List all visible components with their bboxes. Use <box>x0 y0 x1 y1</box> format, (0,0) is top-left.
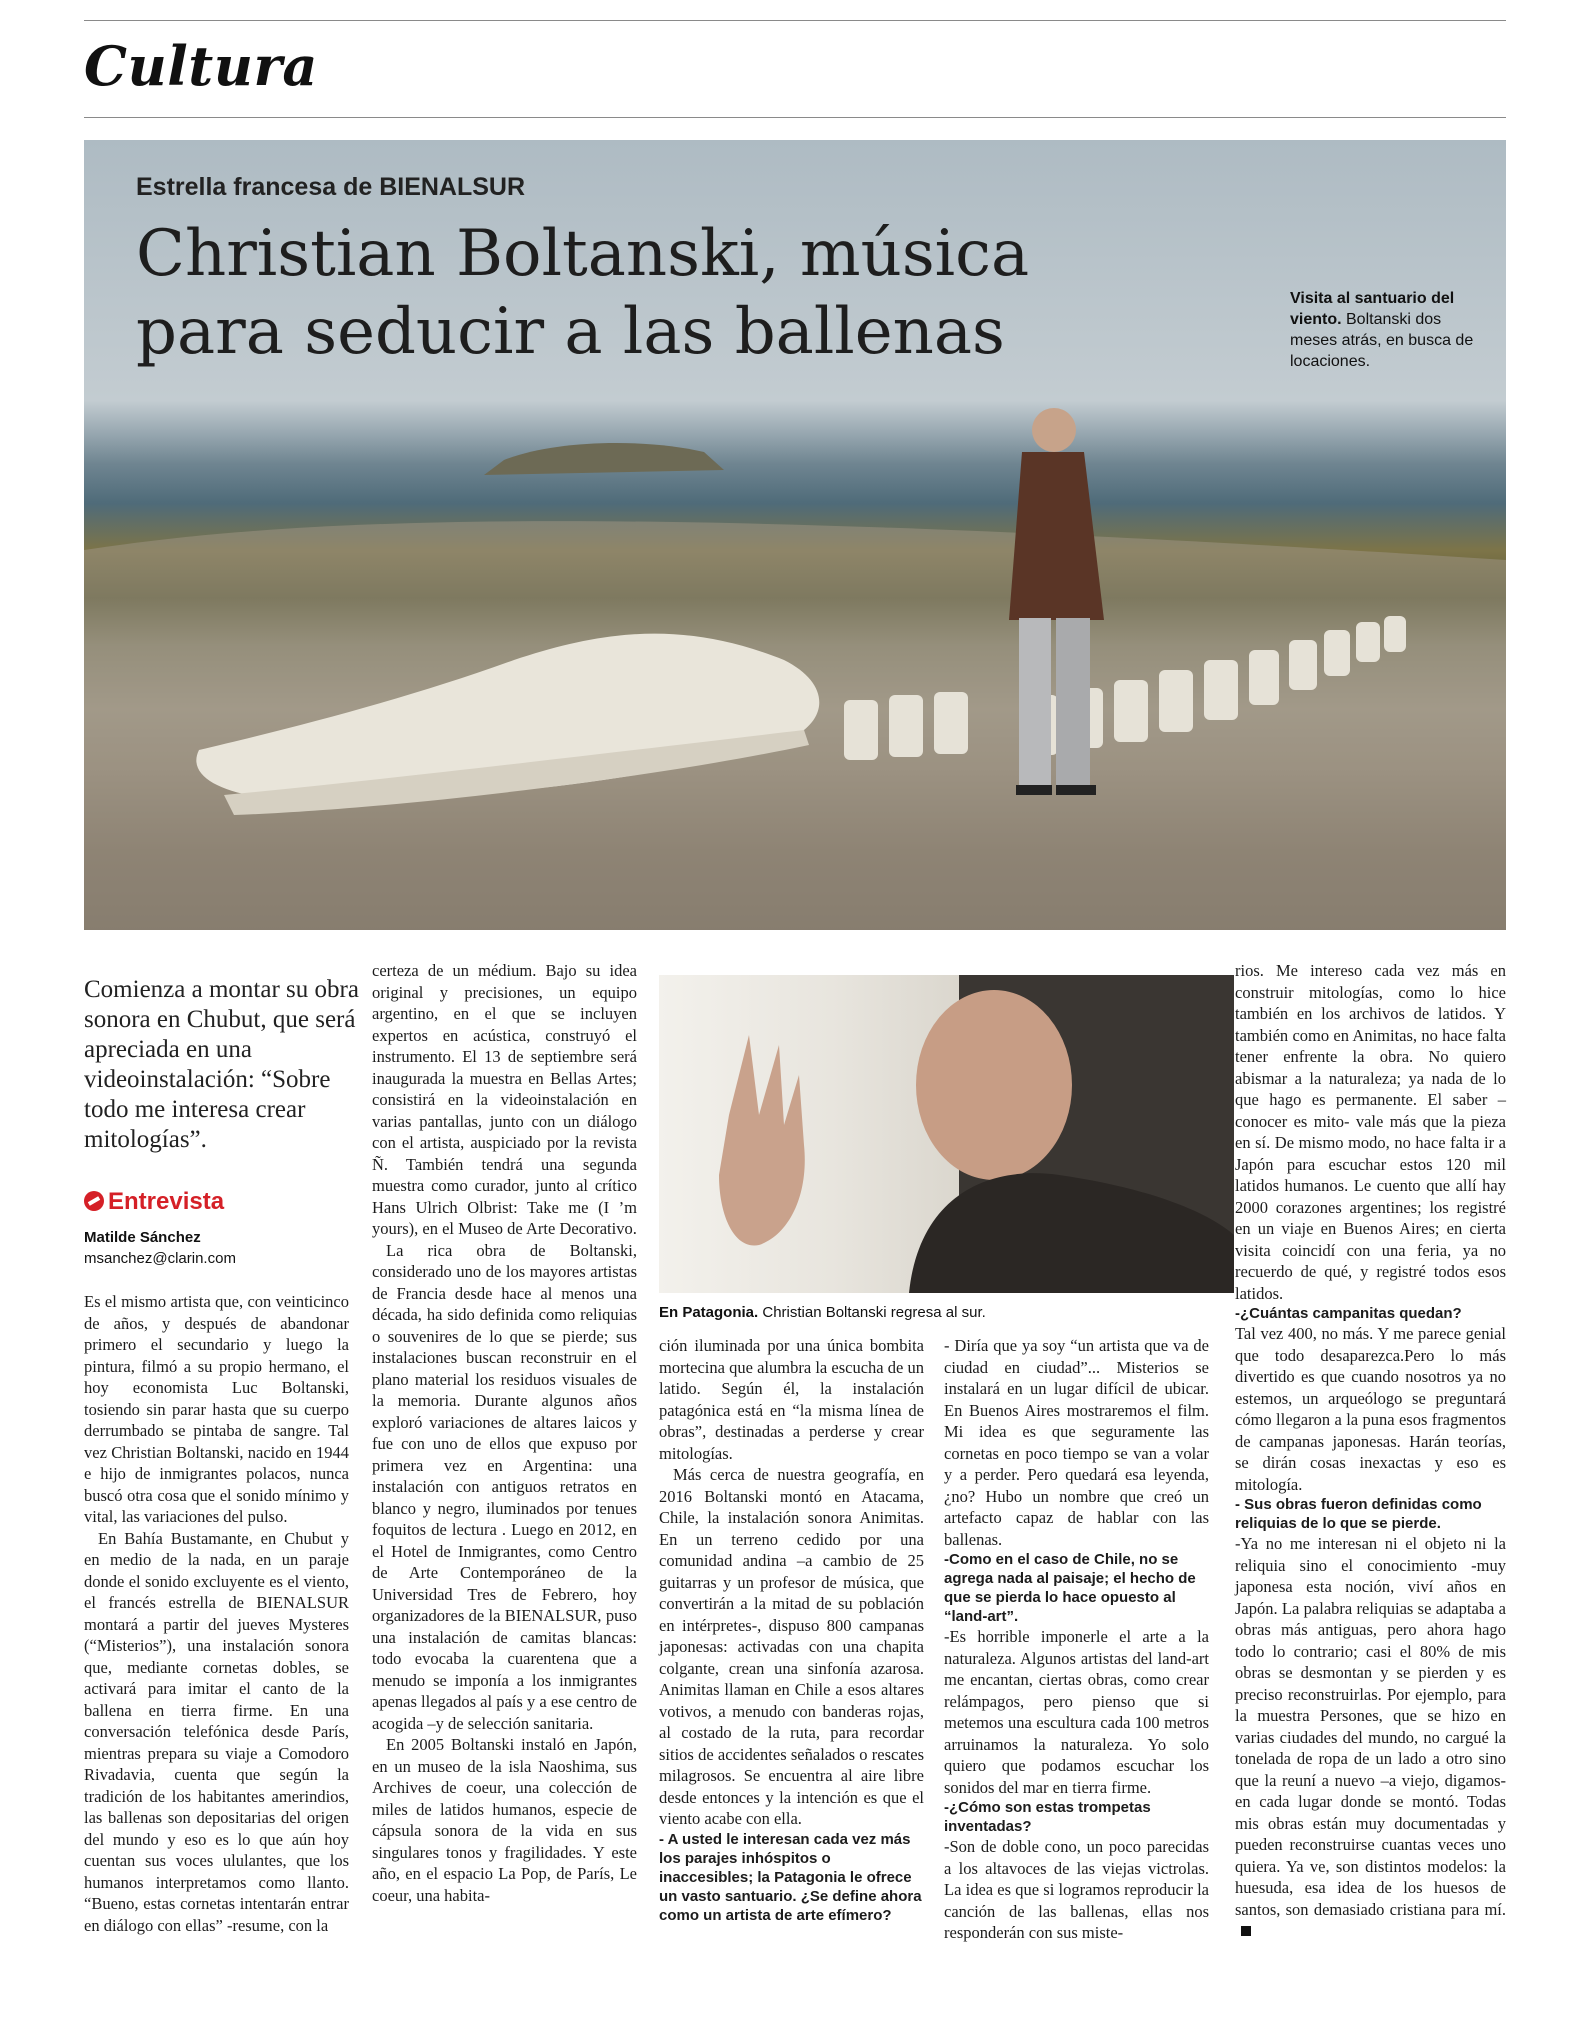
section-tag <box>84 1188 224 1216</box>
paragraph: En 2005 Boltanski instaló en Japón, en un museo de la isla Naoshima, sus Archives de coeur, una colección de miles de latidos humanos, especie de cápsula sonora de la vida en sus singulares tonos y fragilidades. Y este año, en el espacio La Pop, de París, Le coeur, una habita- <box>372 1735 637 1905</box>
tag-label: Entrevista <box>108 1188 225 1215</box>
kicker: Estrella francesa de BIENALSUR <box>136 173 526 201</box>
section-rule <box>84 117 1506 118</box>
top-rule <box>84 20 1506 21</box>
interview-answer: -Es horrible imponerle el arte a la naturaleza. Algunos artistas del land-art me encantan, ciertas obras, como crear relámpagos, pero pienso que si metemos una escultura cada 100 metros arruinamos la naturaleza. Yo solo quiero que podamos escuchar los sonidos del mar en tierra firme. <box>944 1627 1209 1797</box>
interview-answer: - Diría que ya soy “un artista que va de ciudad en ciudad”... Misterios se instalará en un lugar difícil de ubicar. En Buenos Aires mostraremos el film. Mi idea es que seguramente las cornetas en poco tiempo se van a volar y a perder. Pero quedará esa leyenda, ¿no? Hubo un nombre que creó un artefacto capaz de hablar con las ballenas. <box>944 1336 1209 1549</box>
interview-answer: rios. Me intereso cada vez más en construir mitologías, como lo hice también en los archivos de latidos. Y también como en Animitas, no hace falta tener enfrente la obra. No quiero abismar a la naturaleza; ya nada de lo que hago es permanente. El saber –conocer es mito- vale más que la pieza en sí. De mismo modo, no hace falta ir a Japón para escuchar estos 120 mil latidos humanos. Le cuento que allí hay 2000 corazones argentines; los registré en un viaje en Buenos Aires; en cierta visita coincidí con una feria, ya no recuerdo de qué, y registré todos esos latidos. <box>1235 961 1506 1303</box>
section-title: Cultura <box>84 34 318 98</box>
interview-question: -¿Cuántas campanitas quedan? <box>1235 1305 1462 1322</box>
interview-answer <box>1235 1533 1506 1942</box>
interview-question: - Sus obras fueron definidas como reliquias de lo que se pierde. <box>1235 1496 1482 1532</box>
paragraph: certeza de un médium. Bajo su idea original y precisiones, un equipo argentino, en el que se incluyen expertos en acústica, construyó el instrumento. El 13 de septiembre será inaugurada la muestra en Bellas Artes; consistirá en la videoinstalación en varias pantallas, junto con un diálogo con el artista, auspiciado por la revista Ñ. También tendrá una segunda muestra como curador, junto al crítico Hans Ulrich Olbrist: Take me (I ’m yours), en el Museo de Arte Decorativo. <box>372 961 637 1238</box>
portrait-illustration <box>659 975 1234 1293</box>
paragraph: Más cerca de nuestra geografía, en 2016 Boltanski montó en Atacama, Chile, la instalación sonora Animitas. En un terreno cedido por una comunidad andina –a cambio de 25 guitarras y un profesor de música, que convertirán a la mitad de su población en intérpretes-, dispuso 800 campanas japonesas: activadas con una chapita colgante, crean una sinfonía azarosa. Animitas llaman en Chile a esos altares votivos, a menudo con banderas rojas, al costado de la ruta, para recordar sitios de accidentes señalados o rescates milagrosos. Se encuentra al aire libre desde entonces y la intención es que el viento acabe con ella. <box>659 1465 924 1828</box>
paragraph: ción iluminada por una única bombita mortecina que alumbra la escucha de un latido. Según él, la instalación patagónica está en “la misma línea de obras”, destinadas a perderse y crear mitologías. <box>659 1336 924 1463</box>
interview-answer: -Son de doble cono, un poco parecidas a los altavoces de las viejas victrolas. La idea es que si logramos reproducir la canción de las ballenas, ellas nos responderán con sus miste- <box>944 1837 1209 1942</box>
hero-caption-lead: Visita al santuario del viento. <box>1290 290 1455 328</box>
end-mark-icon <box>1241 1926 1251 1936</box>
portrait-caption-lead: En Patagonia. <box>659 1304 759 1321</box>
interview-question: -¿Cómo son estas trompetas inventadas? <box>944 1799 1151 1835</box>
headline: Christian Boltanski, música para seducir a las ballenas <box>136 217 1030 369</box>
portrait-caption-text: Christian Boltanski regresa al sur. <box>758 1304 986 1321</box>
column-5 <box>1235 960 1506 1942</box>
portrait-caption <box>659 1304 1234 1321</box>
person-figure <box>1009 408 1104 795</box>
answer-text: -Ya no me interesan ni el objeto ni la reliquia sino el conocimiento -muy japonesa esta noción, viví años en Japón. La palabra reliquias se adaptaba a obras más antiguas, pero ahora hago todo lo contrario; casi el 80% de mis obras se desmontan y se pierden y es preciso reconstruirlas. Por ejemplo, para la muestra Persones, que se hizo en varias ciudades del mundo, no cargué la tonelada de ropa de un lado a otro sino que la reuní a nuevo –a viejo, digamos- en cada lugar donde se montó. Todas mis obras están muy documentadas y pueden reconstruirse cuantas veces uno quiera. Ya ve, son distintos modelos: la huesuda, esa idea de los huesos de santos, son demasiado cristiana para mí. <box>1235 1534 1506 1919</box>
interview-question: - A usted le interesan cada vez más los parajes inhóspitos o inaccesibles; la Patagonia le ofrece un vasto santuario. ¿Se define ahora como un artista de arte efímero? <box>659 1830 922 1924</box>
article-deck: Comienza a montar su obra sonora en Chubut, que será apreciada en una videoinstalación: “Sobre todo me interesa crear mitologías”. <box>84 976 359 1153</box>
portrait-photo <box>659 975 1234 1293</box>
hero-caption-text: Boltanski dos meses atrás, en busca de locaciones. <box>1290 311 1474 370</box>
column-4 <box>944 1335 1209 1944</box>
tag-logo-icon <box>84 1191 104 1211</box>
author-email: msanchez@clarin.com <box>84 1250 236 1267</box>
paragraph: Es el mismo artista que, con veinticinco de años, y después de abandonar primero el secundario y luego la pintura, filmó a su propio hermano, el hoy economista Luc Boltanski, tosiendo sin parar hasta que su cuerpo derrumbado se pintaba de sangre. Tal vez Christian Boltanski, nacido en 1944 e hijo de inmigrantes polacos, nunca buscó otra cosa que el sonido mínimo y vital, las variaciones del pulso. <box>84 1292 349 1526</box>
hero-caption <box>1290 288 1480 372</box>
paragraph: En Bahía Bustamante, en Chubut y en medio de la nada, en un paraje donde el sonido excluyente es el viento, el francés estrella de BIENALSUR montará a partir del jueves Mysteres (“Misterios”), una instalación sonora que, mediante cornetas dobles, se activará para imitar el canto de la ballena en tierra firme. En una conversación telefónica desde París, mientras prepara su viaje a Comodoro Rivadavia, cuenta que según la tradición de los habitantes amerindios, las ballenas son depositarias del origen del mundo y eso es lo que aún hoy cuentan sus voces ululantes, que los humanos interpretamos como llanto. “Bueno, estas cornetas intentarán entrar en diálogo con ellas” -resume, con la <box>84 1528 349 1935</box>
column-2 <box>372 960 637 1906</box>
author-name: Matilde Sánchez <box>84 1229 201 1246</box>
column-1 <box>84 1291 349 1936</box>
column-3 <box>659 1335 924 1925</box>
paragraph: La rica obra de Boltanski, considerado uno de los mayores artistas de Francia desde hace al menos una década, ha sido definida como reliquias o souvenires de lo que se pierde; sus instalaciones buscan reconstruir en el plano material los residuos visuales de la memoria. Durante algunos años exploró variaciones de altares laicos y fue con uno de ellos que expuso por primera vez en Argentina: una instalación con antiguos retratos en blanco y negro, iluminados por tenues foquitos de lectura . Luego en 2012, en el Hotel de Inmigrantes, como Centro de Arte Contemporáneo de la Universidad Tres de Febrero, hoy organizadores de la BIENALSUR, puso una instalación de camitas blancas: todo evocaba la cuarentena que a menudo se imponía a los inmigrantes apenas llegados al país y a ese centro de acogida –y de selección sanitaria. <box>372 1240 637 1733</box>
interview-answer: Tal vez 400, no más. Y me parece genial que todo desaparezca.Pero lo más divertido es que cuando nosotros ya no estemos, un arqueólogo se preguntará cómo llegaron a la puna esos fragmentos de campanas japonesas. Harán teorías, se dirán cosas inexactas y eso es mitología. <box>1235 1324 1506 1494</box>
interview-question: -Como en el caso de Chile, no se agrega nada al paisaje; el hecho de que se pierda lo hace opuesto al “land-art”. <box>944 1551 1196 1625</box>
